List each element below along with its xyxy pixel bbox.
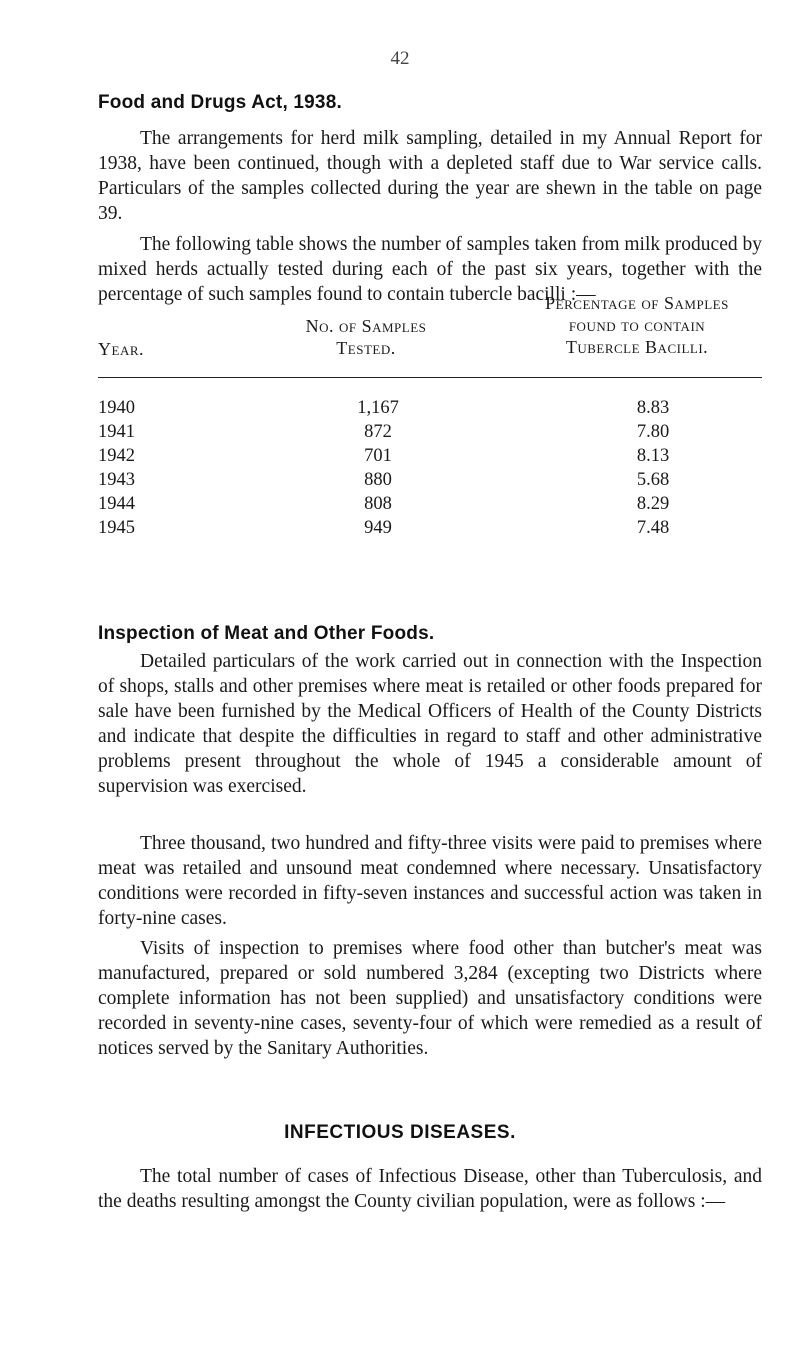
food-drugs-heading: Food and Drugs Act, 1938.	[98, 92, 342, 113]
column-header-percentage	[492, 292, 782, 358]
cell-percentage: 8.83	[636, 398, 670, 418]
column-header-percentage-line2: found to contain	[568, 315, 706, 335]
cell-percentage: 5.68	[636, 470, 670, 490]
food-drugs-paragraph-2: The following table shows the number of samples taken from milk produced by mixed herds actually tested during each of the past six years, together with the percentage of such samples found to contain tubercle bacilli :—	[98, 234, 762, 305]
page-number: 42	[390, 48, 410, 69]
table-row	[98, 470, 762, 494]
milk-samples-table	[98, 398, 762, 542]
cell-year: 1943	[98, 470, 135, 490]
infectious-diseases-heading: INFECTIOUS DISEASES.	[284, 1122, 516, 1143]
inspection-paragraph-3: Visits of inspection to premises where food other than butcher's meat was manufactured, prepared or sold numbered 3,284 (excepting two Districts where complete information has not been supplied) and unsatisfactory conditions were recorded in seventy-nine cases, seventy-four of which were remedied as a result of notices served by the Sanitary Authorities.	[98, 938, 762, 1059]
table-row	[98, 518, 762, 542]
column-header-percentage-line1: Percentage of Samples	[545, 293, 729, 313]
column-header-samples-line2: Tested.	[336, 338, 396, 358]
column-header-samples-line1: No. of Samples	[305, 316, 427, 336]
food-drugs-paragraph-1: The arrangements for herd milk sampling, detailed in my Annual Report for 1938, have been continued, though with a depleted staff due to War service calls. Particulars of the samples collected during the year are shewn in the table on page 39.	[98, 128, 762, 224]
cell-samples: 1,167	[357, 398, 399, 418]
inspection-heading: Inspection of Meat and Other Foods.	[98, 623, 435, 644]
cell-year: 1941	[98, 422, 135, 442]
table-row	[98, 422, 762, 446]
inspection-paragraph-2: Three thousand, two hundred and fifty-three visits were paid to premises where meat was retailed and unsound meat condemned where necessary. Unsatisfactory conditions were recorded in fifty-seven instances and successful action was taken in forty-nine cases.	[98, 833, 762, 929]
table-row	[98, 494, 762, 518]
cell-percentage: 8.13	[636, 446, 670, 466]
cell-percentage: 7.80	[636, 422, 670, 442]
column-header-percentage-line3: Tubercle Bacilli.	[565, 337, 709, 357]
cell-percentage: 7.48	[636, 518, 670, 538]
cell-samples: 880	[364, 470, 392, 490]
cell-samples: 808	[364, 494, 392, 514]
column-header-year: Year.	[98, 339, 144, 359]
infectious-paragraph: The total number of cases of Infectious Disease, other than Tuberculosis, and the deaths resulting amongst the County civilian population, were as follows :—	[98, 1166, 762, 1212]
cell-year: 1944	[98, 494, 135, 514]
table-row	[98, 446, 762, 470]
table-header-rule	[98, 377, 762, 378]
cell-year: 1940	[98, 398, 135, 418]
cell-samples: 872	[364, 422, 392, 442]
table-row	[98, 398, 762, 422]
column-header-samples	[256, 315, 476, 359]
inspection-paragraph-1: Detailed particulars of the work carried out in connection with the Inspection of shops, stalls and other premises where meat is retailed or other foods prepared for sale have been furnished by the Medical Officers of Health of the County Districts and indicate that despite the difficulties in regard to staff and other administrative problems present throughout the whole of 1945 a considerable amount of supervision was exercised.	[98, 651, 762, 797]
cell-samples: 949	[364, 518, 392, 538]
cell-year: 1945	[98, 518, 135, 538]
cell-percentage: 8.29	[636, 494, 670, 514]
cell-samples: 701	[364, 446, 392, 466]
cell-year: 1942	[98, 446, 135, 466]
